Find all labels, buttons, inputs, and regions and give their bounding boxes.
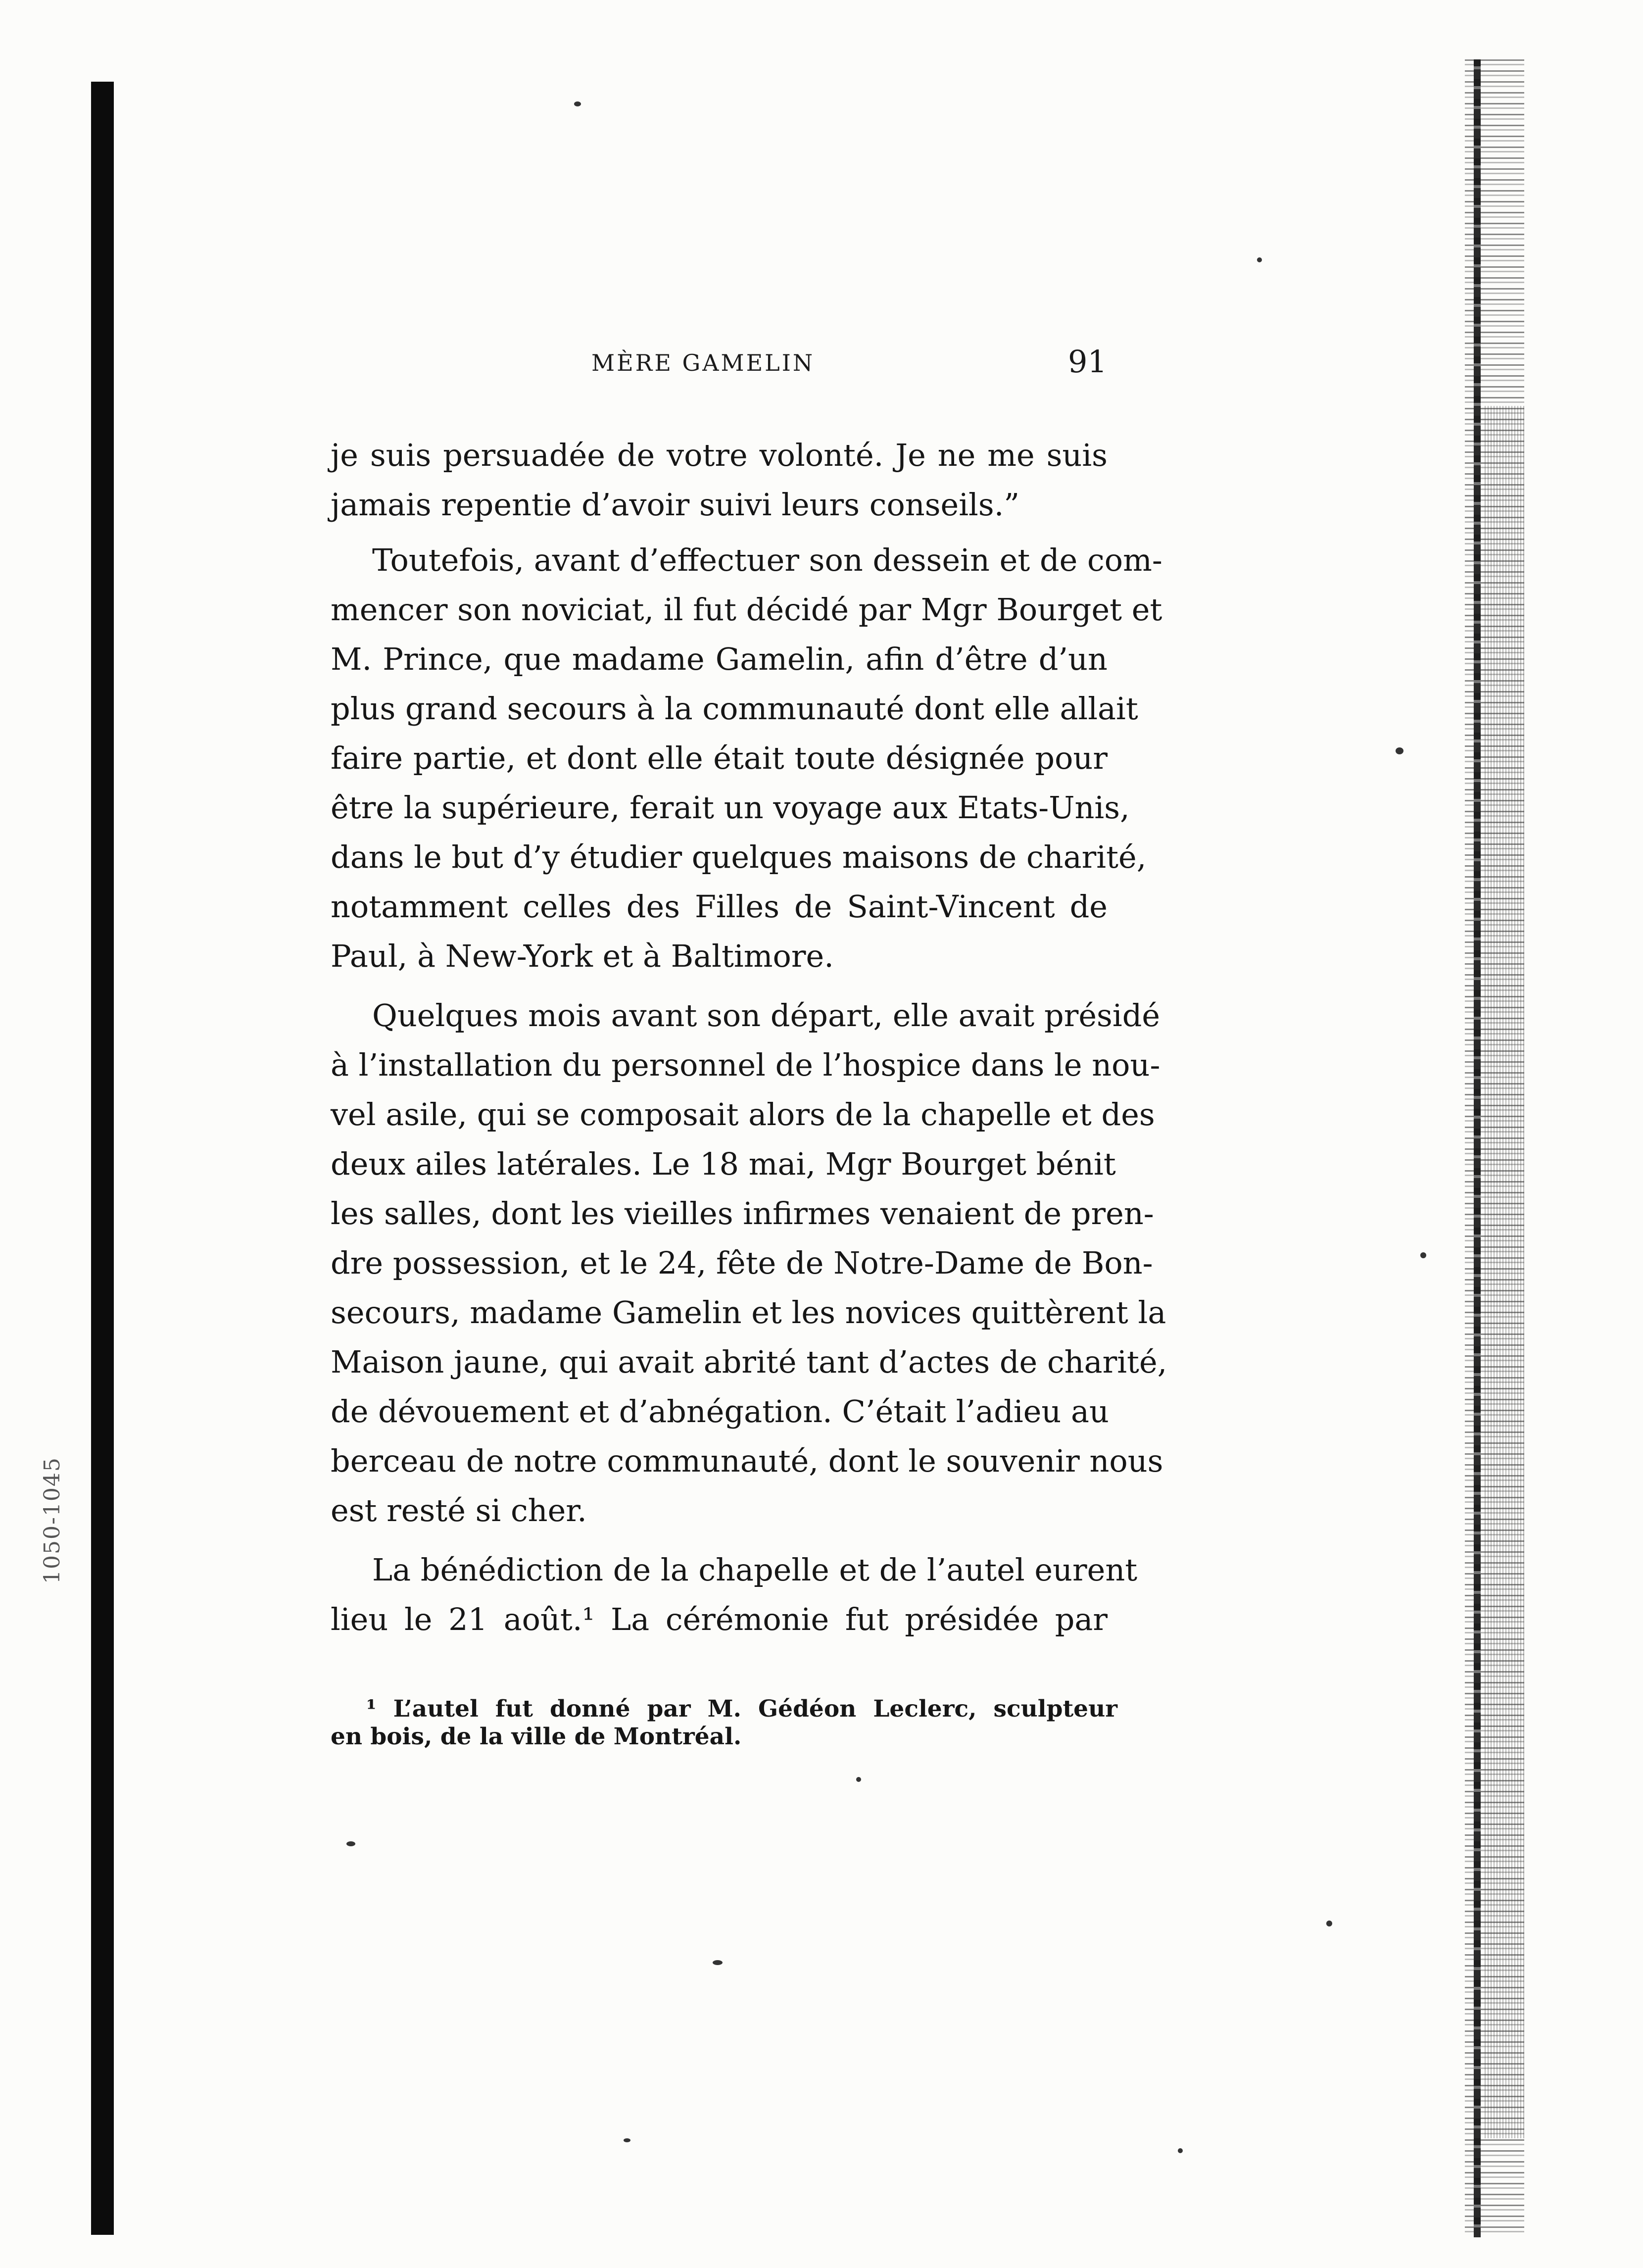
text-line: vel asile, qui se composait alors de la chapelle et des [331, 1096, 1155, 1133]
scan-speck [713, 1960, 723, 1965]
text-line: dans le but d’y étudier quelques maisons de charité, [331, 839, 1147, 875]
scan-speck [1420, 1252, 1426, 1258]
text-line: Quelques mois avant son départ, elle avait présidé [372, 997, 1160, 1034]
text-line: Paul, à New-York et à Baltimore. [331, 938, 834, 974]
footnote-line: ¹ L’autel fut donné par M. Gédéon Leclerc, sculpteur [366, 1695, 1117, 1723]
text-line: Maison jaune, qui avait abrité tant d’actes de charité, [331, 1344, 1167, 1380]
text-line: être la supérieure, ferait un voyage aux Etats-Unis, [331, 789, 1130, 826]
scan-speck [1257, 257, 1262, 262]
text-line: est resté si cher. [331, 1492, 587, 1528]
scan-speck [346, 1841, 355, 1846]
text-line: dre possession, et le 24, fête de Notre-Dame de Bon- [331, 1245, 1153, 1281]
scan-speck [1178, 2148, 1183, 2153]
text-line: je suis persuadée de votre volonté. Je ne me suis [331, 437, 1108, 473]
text-line: M. Prince, que madame Gamelin, afin d’être d’un [331, 641, 1108, 677]
scan-speck [1326, 1921, 1332, 1926]
text-line: mencer son noviciat, il fut décidé par Mgr Bourget et [331, 592, 1162, 628]
text-line: deux ailes latérales. Le 18 mai, Mgr Bourget bénit [331, 1146, 1116, 1182]
text-line: lieu le 21 août.¹ La cérémonie fut présidée par [331, 1601, 1108, 1637]
margin-annotation: 1050-1045 [40, 1457, 65, 1584]
scan-speck [624, 2138, 630, 2142]
text-line: La bénédiction de la chapelle et de l’autel eurent [372, 1552, 1138, 1588]
binding-shadow-bar [91, 82, 114, 2235]
scan-speck [856, 1777, 861, 1782]
text-line: faire partie, et dont elle était toute désignée pour [331, 740, 1108, 776]
scan-speck [574, 101, 581, 106]
text-line: jamais repentie d’avoir suivi leurs conseils.” [331, 487, 1020, 523]
page-number: 91 [1068, 344, 1107, 380]
text-line: Toutefois, avant d’effectuer son dessein et de com- [372, 542, 1162, 578]
text-line: berceau de notre communauté, dont le souvenir nous [331, 1443, 1163, 1479]
running-head: MÈRE GAMELIN [591, 349, 815, 376]
text-line: à l’installation du personnel de l’hospice dans le nou- [331, 1047, 1160, 1083]
text-line: les salles, dont les vieilles infirmes venaient de pren- [331, 1195, 1154, 1232]
page-edge-noise [1465, 59, 1524, 2237]
text-line: notamment celles des Filles de Saint-Vincent de [331, 888, 1108, 925]
text-line: secours, madame Gamelin et les novices quittèrent la [331, 1294, 1166, 1331]
text-line: de dévouement et d’abnégation. C’était l’adieu au [331, 1393, 1109, 1430]
text-line: plus grand secours à la communauté dont elle allait [331, 690, 1138, 727]
scan-speck [1396, 747, 1403, 754]
footnote-line: en bois, de la ville de Montréal. [331, 1723, 742, 1750]
